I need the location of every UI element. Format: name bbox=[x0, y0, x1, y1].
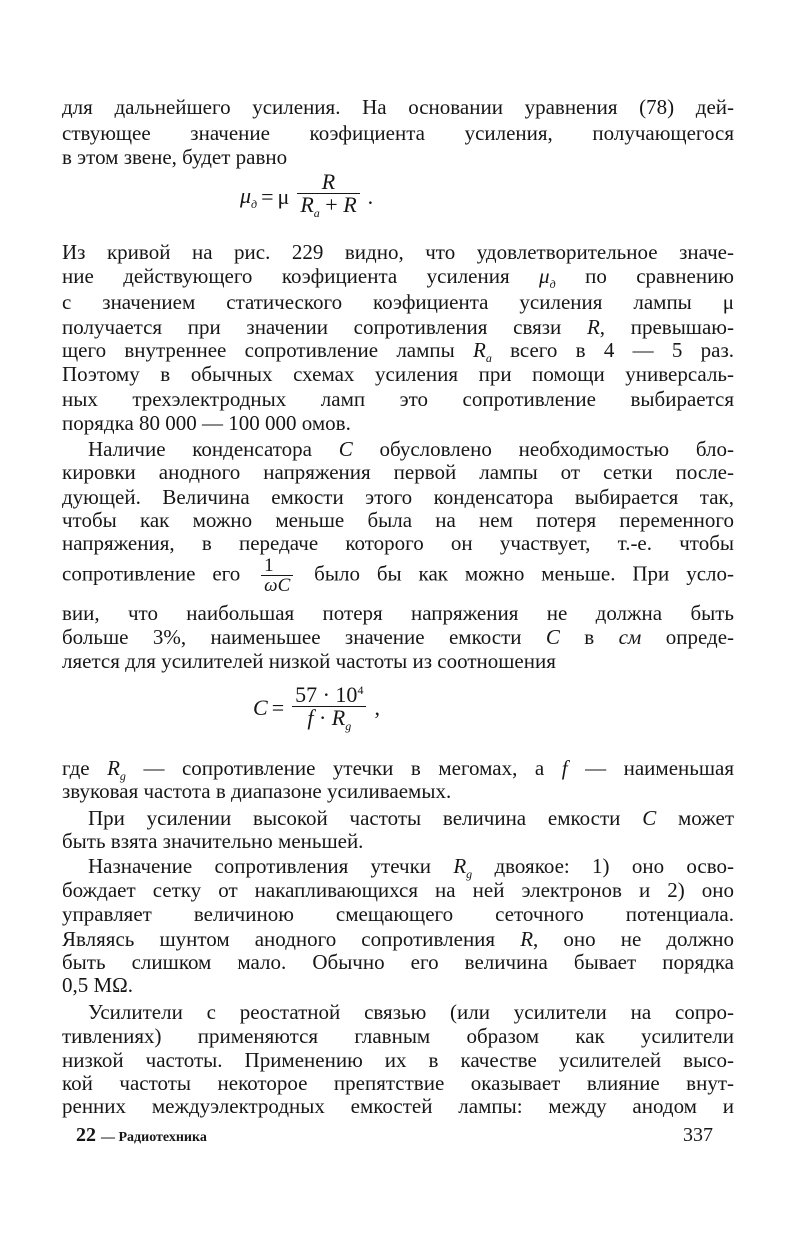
text-run: 57 · 10 bbox=[295, 682, 358, 707]
text-line bbox=[62, 879, 734, 901]
math-variable: C bbox=[545, 625, 560, 649]
text-line bbox=[62, 1072, 734, 1094]
math-superscript: 4 bbox=[357, 683, 364, 697]
text-run: + bbox=[319, 191, 344, 217]
text-line bbox=[88, 438, 734, 460]
math-symbol bbox=[539, 264, 556, 291]
text-line bbox=[62, 532, 734, 554]
math-subscript: g bbox=[119, 769, 126, 783]
text-line bbox=[62, 974, 734, 996]
text-run: с значением статического коэфициента усиления лампы μ bbox=[62, 290, 734, 314]
text-run: быть взята значительно меньшей. bbox=[62, 829, 364, 853]
text-run: может bbox=[656, 806, 734, 830]
text-run: двоякое: 1) оно осво- bbox=[472, 854, 734, 878]
text-run: порядка 80 000 — 100 000 омов. bbox=[62, 411, 351, 435]
text-run: · bbox=[313, 705, 332, 730]
text-run: чтобы как можно меньше была на нем потеря переменного bbox=[62, 508, 734, 532]
math-variable: R bbox=[321, 168, 336, 194]
text-run: 0,5 MΩ. bbox=[62, 973, 134, 997]
math-variable: см bbox=[618, 625, 642, 649]
text-line bbox=[62, 363, 734, 385]
text-line bbox=[62, 626, 734, 648]
text-run: ние действующего коэфициента усиления bbox=[62, 264, 540, 288]
math-variable: R bbox=[343, 191, 357, 217]
text-run: в этом звене, будет равно bbox=[62, 145, 288, 169]
text-run: получается при значении сопротивления связи bbox=[62, 315, 587, 339]
text-run: кой частоты некоторое препятствие оказывает влияние внут- bbox=[62, 1071, 734, 1095]
text-line bbox=[62, 928, 734, 950]
text-run: кировки анодного напряжения первой лампы от сетки после- bbox=[62, 460, 734, 484]
fraction-denominator bbox=[297, 191, 359, 224]
math-symbol bbox=[520, 927, 533, 951]
text-line bbox=[62, 951, 734, 973]
text-run: бождает сетку от накапливающихся на ней электронов и 2) оно bbox=[62, 878, 734, 902]
text-run: ренних междуэлектродных емкостей лампы: между анодом и bbox=[62, 1094, 734, 1118]
text-line bbox=[62, 1095, 734, 1117]
text-line bbox=[62, 146, 734, 168]
text-line bbox=[62, 96, 734, 118]
text-run: — наименьшая bbox=[567, 756, 734, 780]
text-run: где bbox=[62, 756, 108, 780]
text-run: Поэтому в обычных схемах усиления при помощи универсаль- bbox=[62, 362, 734, 386]
math-symbol bbox=[264, 575, 290, 596]
text-run: щего внутреннее сопротивление лампы bbox=[62, 338, 474, 362]
text-line bbox=[62, 291, 734, 313]
text-line bbox=[62, 241, 734, 263]
text-run: Из кривой на рис. 229 видно, что удовлетворительное значе- bbox=[62, 240, 734, 264]
text-run: дующей. Величина емкости этого конденсатора выбирается так, bbox=[62, 485, 734, 509]
text-run: быть слишком мало. Обычно его величина бывает порядка bbox=[62, 950, 734, 974]
math-variable: f bbox=[561, 756, 568, 780]
text-run: = bbox=[261, 184, 274, 209]
text-line bbox=[62, 1025, 734, 1047]
text-run: обусловлено необходимостью бло- bbox=[352, 437, 734, 461]
signature-title: — Радиотехника bbox=[101, 1130, 207, 1145]
math-subscript: д bbox=[549, 277, 556, 291]
text-run: ных трехэлектродных ламп это сопротивление выбирается bbox=[62, 387, 734, 411]
text-line bbox=[62, 650, 734, 672]
math-symbol bbox=[546, 625, 560, 649]
math-variable: μ bbox=[539, 264, 550, 288]
math-symbol bbox=[300, 191, 320, 220]
text-run: опреде- bbox=[641, 625, 735, 649]
fraction bbox=[261, 556, 293, 595]
text-run: Усилители с реостатной связью (или усилители на сопро- bbox=[88, 1000, 734, 1024]
math-variable: C bbox=[642, 806, 657, 830]
text-line bbox=[62, 412, 734, 434]
text-line bbox=[62, 830, 734, 852]
text-line bbox=[62, 122, 734, 144]
math-variable: C bbox=[253, 695, 268, 720]
text-line bbox=[62, 780, 734, 802]
math-symbol bbox=[343, 192, 356, 217]
fraction-numerator bbox=[261, 556, 293, 576]
text-run: , превышаю- bbox=[599, 315, 734, 339]
fraction bbox=[292, 679, 366, 737]
text-line bbox=[88, 1001, 734, 1023]
math-symbol bbox=[322, 169, 335, 194]
text-run: больше 3%, наименьшее значение емкости bbox=[62, 625, 546, 649]
text-line bbox=[62, 461, 734, 483]
text-run: управляет величиною смещающего сеточного потенциала. bbox=[62, 902, 734, 926]
text-run: в bbox=[559, 625, 619, 649]
math-subscript: g bbox=[466, 867, 473, 881]
fraction-denominator bbox=[261, 576, 293, 595]
text-line bbox=[62, 602, 734, 624]
fraction bbox=[297, 168, 359, 224]
text-run: Назначение сопротивления утечки bbox=[88, 854, 454, 878]
text-run: = bbox=[271, 695, 285, 720]
math-symbol bbox=[473, 338, 492, 365]
math-subscript: a bbox=[313, 205, 320, 220]
signature-mark bbox=[76, 1124, 207, 1149]
math-symbol bbox=[331, 705, 352, 733]
math-variable: C bbox=[338, 437, 353, 461]
fraction-denominator bbox=[292, 707, 366, 737]
math-variable: R bbox=[453, 854, 467, 878]
math-variable: R bbox=[473, 338, 486, 362]
text-line bbox=[62, 316, 734, 338]
text-run: низкой частоты. Применению их в качестве усилителей высо- bbox=[62, 1048, 734, 1072]
text-line bbox=[62, 556, 734, 595]
math-symbol bbox=[642, 806, 656, 830]
math-symbol bbox=[587, 315, 600, 339]
signature-number: 22 bbox=[76, 1124, 96, 1146]
math-variable: R bbox=[107, 756, 120, 780]
math-symbol bbox=[339, 437, 353, 461]
text-line bbox=[62, 903, 734, 925]
text-run: всего в 4 — 5 раз. bbox=[491, 338, 734, 362]
text-run: μ bbox=[277, 184, 290, 209]
text-run: — сопротивление утечки в мегомах, а bbox=[125, 756, 562, 780]
text-run: сопротивление его bbox=[62, 561, 258, 586]
text-run: . bbox=[367, 184, 374, 209]
text-run: При усилении высокой частоты величина емкости bbox=[88, 806, 643, 830]
text-line bbox=[88, 807, 734, 829]
text-run: ляется для усилителей низкой частоты из соотношения bbox=[62, 649, 556, 673]
fraction-numerator bbox=[297, 168, 359, 194]
text-run: 1 bbox=[264, 555, 274, 576]
math-variable: R bbox=[586, 315, 600, 339]
math-variable: R bbox=[300, 191, 314, 217]
text-run: Наличие конденсатора bbox=[88, 437, 339, 461]
text-run: по сравнению bbox=[555, 264, 734, 288]
formula-capacitance bbox=[253, 683, 380, 733]
text-line bbox=[62, 1049, 734, 1071]
text-run: вии, что наибольшая потеря напряжения не должна быть bbox=[62, 601, 734, 625]
fraction-numerator bbox=[292, 679, 366, 707]
text-run: ствующее значение коэфициента усиления, получающегося bbox=[62, 121, 734, 145]
text-run: Являясь шунтом анодного сопротивления bbox=[62, 927, 521, 951]
math-symbol bbox=[240, 183, 257, 212]
text-run: напряжения, в передаче которого он участвует, т.-е. чтобы bbox=[62, 531, 734, 555]
math-variable: R bbox=[331, 705, 346, 730]
math-variable: f bbox=[307, 705, 314, 730]
page-number: 337 bbox=[683, 1124, 713, 1146]
math-subscript: a bbox=[485, 351, 492, 365]
math-subscript: g bbox=[345, 719, 352, 733]
math-variable: R bbox=[520, 927, 534, 951]
math-subscript: д bbox=[251, 196, 258, 211]
text-line bbox=[62, 388, 734, 410]
math-variable: μ bbox=[240, 182, 252, 208]
text-run: , оно не должно bbox=[533, 927, 734, 951]
math-variable: ωC bbox=[264, 575, 291, 596]
text-line bbox=[62, 509, 734, 531]
text-line bbox=[62, 486, 734, 508]
text-run: было бы как можно меньше. При усло- bbox=[297, 561, 734, 586]
formula-effective-gain bbox=[240, 168, 374, 222]
math-symbol bbox=[619, 625, 642, 649]
text-run: звуковая частота в диапазоне усиливаемых. bbox=[62, 779, 452, 803]
text-run: для дальнейшего усиления. На основании уравнения (78) дей- bbox=[62, 95, 734, 119]
text-run: , bbox=[374, 695, 380, 720]
math-symbol bbox=[253, 695, 268, 721]
text-run: тивлениях) применяются главным образом как усилители bbox=[62, 1024, 734, 1048]
math-symbol bbox=[453, 854, 473, 881]
math-symbol bbox=[357, 682, 363, 707]
math-symbol bbox=[107, 756, 126, 783]
